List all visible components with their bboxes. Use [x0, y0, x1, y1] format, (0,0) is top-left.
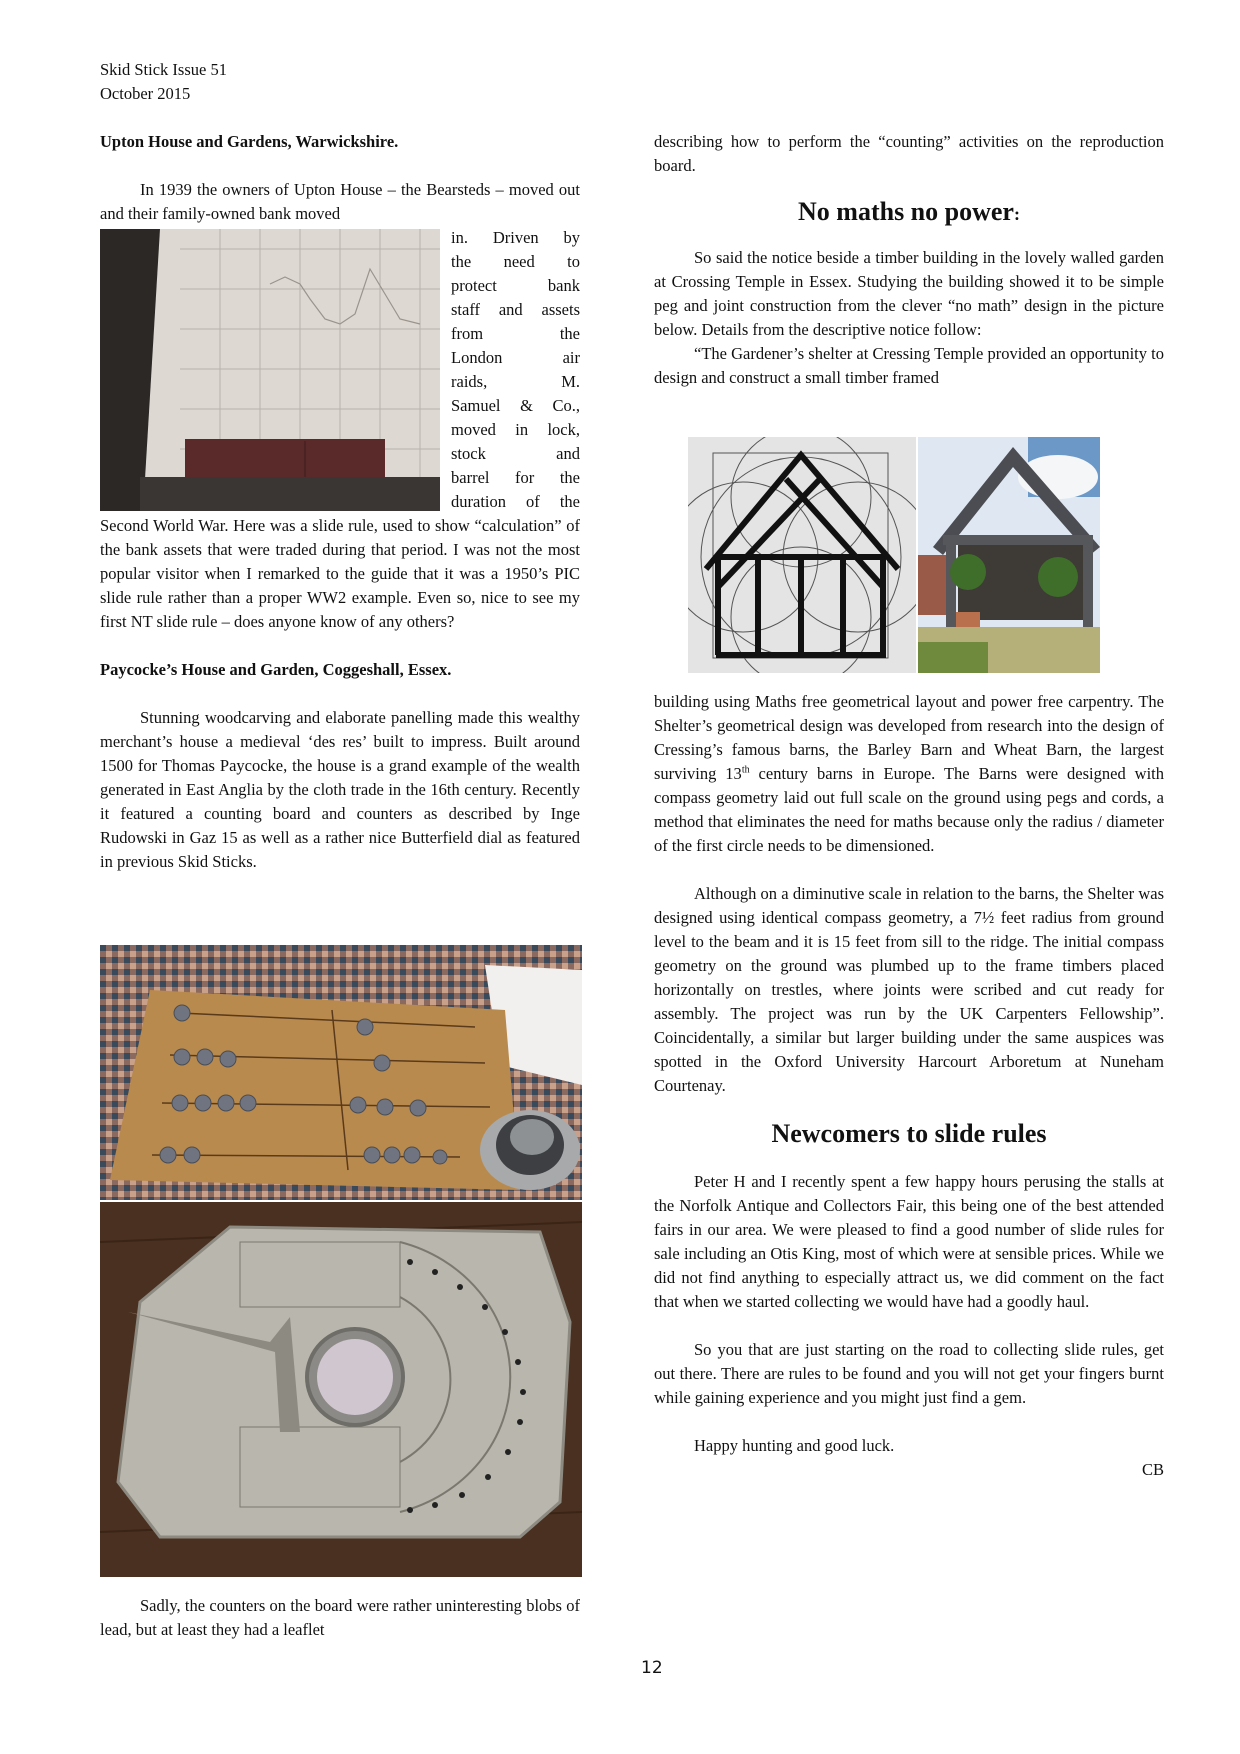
heading-text: No maths no power	[798, 197, 1014, 226]
gardeners-shelter-graphic	[918, 437, 1100, 673]
issue-title: Skid Stick Issue 51	[100, 60, 227, 79]
wrap-line: in. Driven by	[451, 228, 580, 247]
left-column-bottom	[100, 1594, 580, 1642]
right-column-continued	[654, 690, 1164, 1482]
no-maths-paragraph-1: So said the notice beside a timber building in the lovely walled garden at Crossing Temple in Essex. Studying the building showed it to be simple peg and joint construction from the clever “no math” design in the picture below. Details from the descriptive notice follow:	[654, 248, 1164, 339]
issue-date: October 2015	[100, 84, 191, 103]
wrap-line: London air	[451, 348, 580, 367]
slide-rule-photo-graphic	[100, 229, 440, 511]
wrap-line: protect bank	[451, 276, 580, 295]
upton-paragraph-intro: In 1939 the owners of Upton House – the Bearsteds – moved out and their family-owned bank moved	[100, 180, 580, 223]
butterfield-dial-graphic	[100, 1202, 582, 1577]
slide-rule-photo	[100, 229, 440, 511]
upton-paragraph-rest: Second World War. Here was a slide rule, used to show “calculation” of the bank assets that were traded during that period. I was not the most popular visitor when I remarked to the guide that it was a 1950’s PIC slide rule rather than a proper WW2 example. Even so, nice to see my first NT slide rule – does anyone know of any others?	[100, 516, 580, 631]
section-heading-upton: Upton House and Gardens, Warwickshire.	[100, 132, 399, 151]
wrap-line: stock and	[451, 444, 580, 463]
wrap-line: staff and assets	[451, 300, 580, 319]
author-signoff: CB	[1141, 1460, 1164, 1479]
newcomers-paragraph-2: So you that are just starting on the road to collecting slide rules, get out there. There are rules to be found and you will not get your fingers burnt while gaining experience and you might just find a gem.	[654, 1340, 1164, 1407]
paragraph-text: building using Maths free geometrical layout and power free carpentry. The Shelter’s geometrical design was developed from research into the design of Cressing’s famous barns, the Barley Barn and Wheat Barn, the largest surviving 13	[654, 692, 1164, 783]
section-heading-no-maths	[654, 196, 1164, 230]
paragraph-text: century barns in Europe. The Barns were designed with compass geometry laid out full scale on the ground using pegs and cords, a method that eliminates the need for maths because only the radius / diameter of the first circle needs to be dimensioned.	[654, 764, 1164, 855]
upton-wrap-text	[451, 226, 580, 514]
no-maths-paragraph-2: “The Gardener’s shelter at Cressing Temple provided an opportunity to design and construct a small timber framed	[654, 344, 1164, 387]
counters-paragraph: Sadly, the counters on the board were rather uninteresting blobs of lead, but at least they had a leaflet	[100, 1596, 580, 1639]
right-column	[654, 130, 1164, 390]
compass-geometry-diagram	[688, 437, 916, 673]
butterfield-dial-photo	[100, 1202, 582, 1577]
section-heading-newcomers: Newcomers to slide rules	[771, 1119, 1047, 1148]
left-column	[100, 130, 580, 226]
wrap-line: duration of the	[451, 492, 580, 511]
no-maths-paragraph-4: Although on a diminutive scale in relation to the barns, the Shelter was designed using identical compass geometry, a 7½ feet radius from ground level to the beam and it is 15 feet from sill to the ridge. The initial compass geometry on the ground was plumbed up to the frame timbers placed horizontally on trestles, where joints were scribed and cut ready for assembly. The project was run by the UK Carpenters Fellowship”. Coincidentally, a similar but larger building under the same auspices was spotted in the Oxford University Harcourt Arboretum at Nuneham Courtenay.	[654, 884, 1164, 1095]
wrap-line: Samuel & Co.,	[451, 396, 580, 415]
paycocke-paragraph: Stunning woodcarving and elaborate panelling made this wealthy merchant’s house a medieval ‘des res’ built to impress. Built around 1500 for Thomas Paycocke, the house is a grand example of the wealth generated in East Anglia by the cloth trade in the 16th century. Recently it featured a counting board and counters as described by Inge Rudowski in Gaz 15 as well as a rather nice Butterfield dial as featured in previous Skid Sticks.	[100, 708, 580, 871]
counting-board-photo	[100, 945, 582, 1200]
newcomers-paragraph-3: Happy hunting and good luck.	[694, 1436, 895, 1455]
wrap-line: moved in lock,	[451, 420, 580, 439]
page-number: 12	[641, 1658, 663, 1678]
left-column-continued	[100, 514, 580, 874]
wrap-line: the need to	[451, 252, 580, 271]
wrap-line: raids, M.	[451, 372, 580, 391]
no-maths-paragraph-3	[654, 690, 1164, 858]
wrap-line: from the	[451, 324, 580, 343]
issue-header	[100, 58, 227, 106]
counting-board-graphic	[100, 945, 582, 1200]
compass-geometry-graphic	[688, 437, 916, 673]
newcomers-paragraph-1: Peter H and I recently spent a few happy hours perusing the stalls at the Norfolk Antique and Collectors Fair, this being one of the best attended fairs in our area. We were pleased to find a good number of slide rules for sale including an Otis King, most of which were at sensible prices. While we did not find anything to especially attract us, we did comment on the fact that when we started collecting we would have had a goodly haul.	[654, 1172, 1164, 1311]
gardeners-shelter-photo	[918, 437, 1100, 673]
ordinal-suffix: th	[741, 764, 750, 776]
heading-colon: :	[1013, 204, 1020, 224]
continued-paragraph: describing how to perform the “counting” activities on the reproduction board.	[654, 132, 1164, 175]
wrap-line: barrel for the	[451, 468, 580, 487]
section-heading-paycocke: Paycocke’s House and Garden, Coggeshall, Essex.	[100, 660, 452, 679]
